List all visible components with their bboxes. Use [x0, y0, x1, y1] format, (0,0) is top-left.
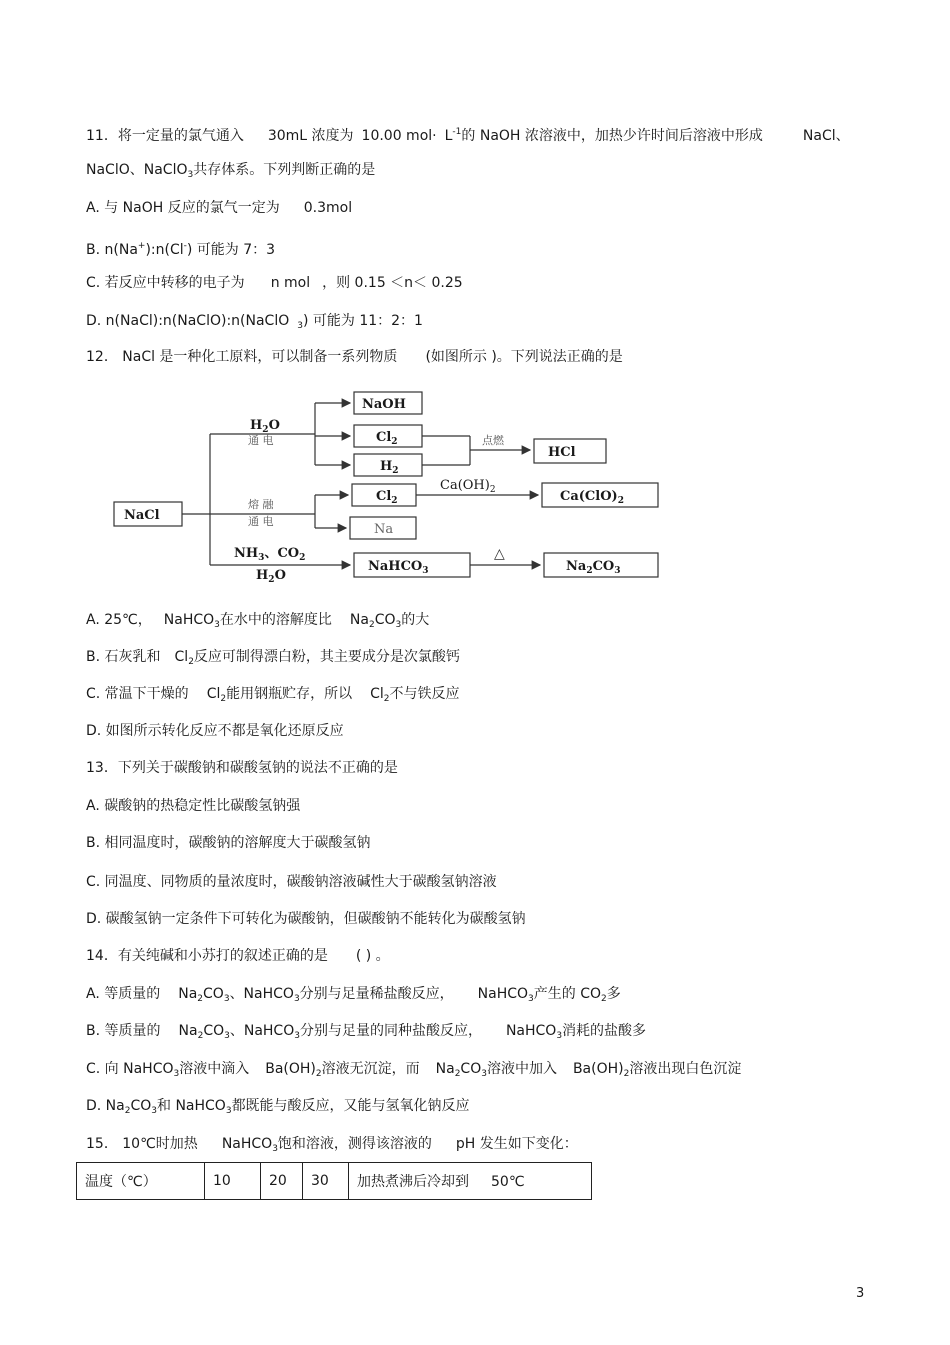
label-nacl: NaCl — [124, 508, 160, 523]
label-cl2-top: $Cl_2$ — [376, 430, 398, 447]
label-tongdian-top: 通 电 — [248, 434, 274, 447]
label-caclo2: $Ca(ClO)_2$ — [560, 489, 624, 506]
q13-option-b: B. 相同温度时，碳酸钠的溶解度大于碳酸氢钠 — [86, 835, 371, 851]
label-heat: △ — [494, 546, 505, 562]
q12-option-c: C. 常温下干燥的 $Cl_2$能用钢瓶贮存，所以 $Cl_2$不与铁反应 — [86, 686, 460, 704]
label-nahco3: NaHCO$_3$ — [368, 559, 429, 576]
q11-stem-line1: 11．将一定量的氯气通入 30mL 浓度为 10.00 $mol\cdot L^{-1}$的 NaOH 浓溶液中，加热少许时间后溶液中形成 NaCl、 — [86, 127, 850, 144]
q14-stem: 14．有关纯碱和小苏打的叙述正确的是 ( ) 。 — [86, 948, 390, 964]
q11-option-a: A. 与 NaOH 反应的氯气一定为 0.3mol — [86, 200, 353, 216]
q14-option-c: C. 向 NaHCO$_3$溶液中滴入 $Ba(OH)_2$溶液无沉淀，而 $Na_2CO_3$溶液中加入 $Ba(OH)_2$溶液出现白色沉淀 — [86, 1061, 742, 1079]
table-cell: 10 — [205, 1163, 261, 1200]
temperature-table — [76, 1162, 592, 1200]
table-cell: 30 — [303, 1163, 349, 1200]
label-hcl: HCl — [548, 445, 576, 460]
q12-stem: 12． NaCl 是一种化工原料，可以制备一系列物质 (如图所示 )。下列说法正确的是 — [86, 349, 623, 365]
q13-option-d: D. 碳酸氢钠一定条件下可转化为碳酸钠，但碳酸钠不能转化为碳酸氢钠 — [86, 911, 526, 927]
label-h2: $H_2$ — [380, 459, 399, 476]
table-header-cell: 温度（℃） — [77, 1163, 205, 1200]
label-h2o-bottom: $H_2O$ — [256, 568, 286, 585]
q12-option-a: A. 25℃， NaHCO$_3$在水中的溶解度比 $Na_2CO_3$的大 — [86, 612, 430, 630]
table-cell: 加热煮沸后冷却到 50℃ — [349, 1163, 592, 1200]
q14-option-d: D. $Na_2CO_3$和 NaHCO$_3$都既能与酸反应，又能与氢氧化钠反应 — [86, 1098, 470, 1116]
q12-option-d: D. 如图所示转化反应不都是氧化还原反应 — [86, 723, 344, 739]
label-dianran: 点燃 — [482, 434, 504, 447]
q13-option-c: C. 同温度、同物质的量浓度时，碳酸钠溶液碱性大于碳酸氢钠溶液 — [86, 874, 497, 890]
table-cell: 20 — [261, 1163, 303, 1200]
q12-option-b: B. 石灰乳和 $Cl_2$反应可制得漂白粉，其主要成分是次氯酸钙 — [86, 649, 460, 667]
label-na: Na — [374, 522, 394, 537]
q13-stem: 13．下列关于碳酸钠和碳酸氢钠的说法不正确的是 — [86, 760, 398, 776]
nacl-conversion-diagram — [110, 385, 670, 585]
label-naoh: NaOH — [362, 397, 406, 412]
q14-option-b: B. 等质量的 $Na_2CO_3$、NaHCO$_3$分别与足量的同种盐酸反应， NaHCO$_3$消耗的盐酸多 — [86, 1023, 647, 1041]
label-ronglong: 熔 融 — [248, 498, 274, 511]
label-caoh2: $Ca(OH)_2$ — [440, 478, 496, 495]
label-nh3-co2: $NH_3$、$CO_2$ — [234, 546, 306, 563]
q13-option-a: A. 碳酸钠的热稳定性比碳酸氢钠强 — [86, 798, 301, 814]
q11-option-c: C. 若反应中转移的电子为 n mol ，则 0.15 ＜n＜ 0.25 — [86, 275, 463, 291]
q11-stem-line2: NaClO、NaClO$_3$共存体系。下列判断正确的是 — [86, 162, 376, 180]
label-cl2-mid: $Cl_2$ — [376, 489, 398, 506]
page-number: 3 — [856, 1286, 865, 1301]
label-h2o-top: $H_2O$ — [250, 418, 280, 435]
q11-option-d: D. n(NaCl):n(NaClO):n(NaClO $_3$) 可能为 11：2：1 — [86, 313, 423, 331]
q11-option-b: B. n(Na+):n(Cl-) 可能为 7：3 — [86, 241, 276, 258]
q14-option-a: A. 等质量的 $Na_2CO_3$、NaHCO$_3$分别与足量稀盐酸反应， NaHCO$_3$产生的 $CO_2$多 — [86, 986, 621, 1004]
label-tongdian-mid: 通 电 — [248, 515, 274, 528]
q15-stem: 15． 10℃时加热 NaHCO$_3$饱和溶液，测得该溶液的 pH 发生如下变化： — [86, 1136, 578, 1154]
label-na2co3: $Na_2CO_3$ — [566, 559, 621, 576]
table-row — [77, 1163, 592, 1200]
